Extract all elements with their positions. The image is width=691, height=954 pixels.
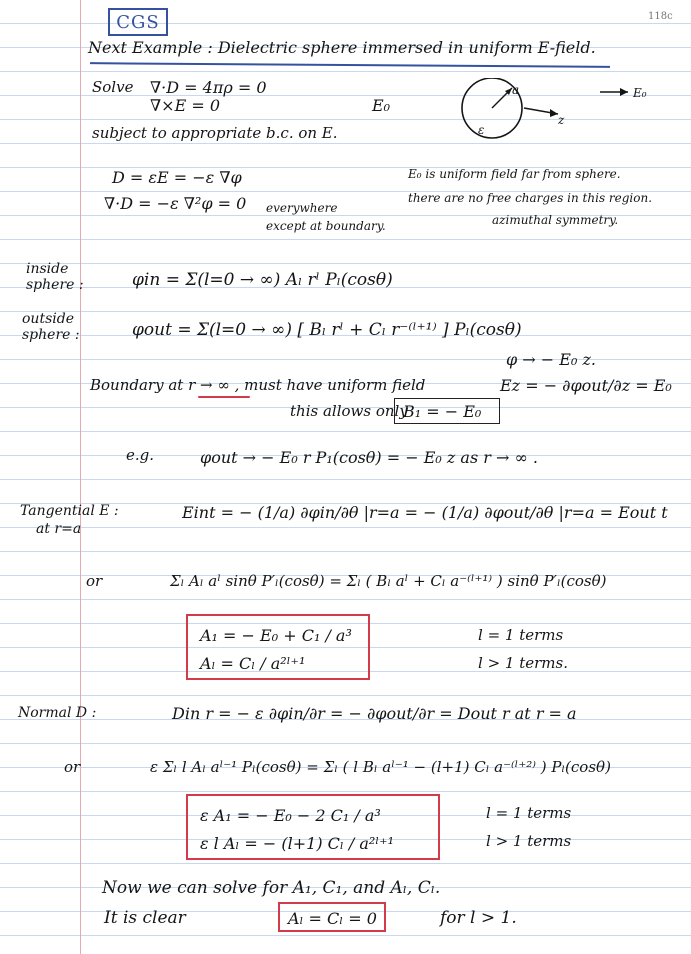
inside-label-2: sphere : (26, 277, 84, 293)
normal-sum-equation: ε Σₗ l Aₗ aˡ⁻¹ Pₗ(cosθ) = Σₗ ( l Bₗ aˡ⁻¹ − (l+1) Cₗ a⁻⁽ˡ⁺²⁾ ) Pₗ(cosθ) (150, 758, 611, 776)
z-axis-label: z (558, 113, 565, 127)
epsilon-a1-equation: ε A₁ = − E₀ − 2 C₁ / a³ (200, 806, 381, 825)
tangential-label-2: at r=a (36, 521, 82, 537)
l-gt-1-terms-label: l > 1 terms. (478, 654, 568, 672)
normal-or: or (64, 758, 81, 776)
epsilon-l-al-equation: ε l Aₗ = − (l+1) Cₗ / a²ˡ⁺¹ (200, 834, 395, 853)
curl-equation: ∇×E = 0 (150, 96, 221, 115)
normal-l1-terms-label: l = 1 terms (486, 804, 572, 822)
allows-text: this allows only (290, 402, 408, 420)
field-label: E₀ (633, 86, 647, 100)
outside-label: outside (22, 311, 74, 327)
uniform-field-note: E₀ is uniform field far from sphere. (408, 167, 621, 181)
phi-out-equation: φout = Σ(l=0 → ∞) [ Bₗ rˡ + Cₗ r⁻⁽ˡ⁺¹⁾ ] Pₗ(cosθ) (132, 320, 522, 340)
page-title: Next Example : Dielectric sphere immersed in uniform E-field. (88, 38, 596, 57)
divergence-equation: ∇·D = 4πρ = 0 (150, 78, 267, 97)
e0-label: E₀ (372, 96, 391, 115)
azimuthal-note: azimuthal symmetry. (492, 213, 619, 227)
solve-label: Solve (92, 78, 134, 96)
notebook-margin-line (80, 0, 81, 954)
free-charge-note: there are no free charges in this region. (408, 191, 653, 205)
tangential-equation: Eint = − (1/a) ∂φin/∂θ |r=a = − (1/a) ∂φout/∂θ |r=a = Eout t (182, 503, 668, 522)
al-equation: Aₗ = Cₗ / a²ˡ⁺¹ (200, 654, 306, 673)
cgs-badge: CGS (108, 8, 168, 36)
conclusion-line-1: Now we can solve for A₁, C₁, and Aₗ, Cₗ. (102, 878, 441, 898)
conclusion-box (278, 902, 386, 932)
tangential-or: or (86, 572, 103, 590)
everywhere-note: everywhere (266, 201, 338, 215)
tangential-sum-equation: Σₗ Aₗ aˡ sinθ P′ₗ(cosθ) = Σₗ ( Bₗ aˡ + Cₗ a⁻⁽ˡ⁺¹⁾ ) sinθ P′ₗ(cosθ) (170, 572, 607, 590)
inside-label: inside (26, 261, 69, 277)
conclusion-box-equation: Aₗ = Cₗ = 0 (288, 909, 377, 928)
radius-label: a (512, 83, 520, 97)
eg-equation: φout → − E₀ r P₁(cosθ) = − E₀ z as r → ∞ . (200, 448, 538, 467)
boundary-statement: Boundary at r → ∞ , must have uniform field (90, 376, 426, 394)
boundary-condition-note: subject to appropriate b.c. on E. (92, 124, 338, 142)
ez-equation: Ez = − ∂φout/∂z = E₀ (500, 376, 672, 395)
a1-equation: A₁ = − E₀ + C₁ / a³ (200, 626, 352, 645)
normal-l-gt-1-terms-label: l > 1 terms (486, 832, 572, 850)
l1-terms-label: l = 1 terms (478, 626, 564, 644)
outside-label-2: sphere : (22, 327, 80, 343)
normal-label: Normal D : (18, 705, 97, 721)
tangential-result-box (186, 614, 370, 680)
conclusion-line-2b: for l > 1. (440, 908, 517, 928)
r-infinity-underline (198, 396, 250, 398)
title-underline (90, 62, 610, 68)
b1-equation: B₁ = − E₀ (403, 402, 482, 421)
laplace-equation: ∇·D = −ε ∇²φ = 0 (104, 194, 247, 213)
eg-label: e.g. (126, 446, 155, 464)
conclusion-line-2a: It is clear (104, 908, 186, 928)
b1-box (394, 398, 500, 424)
epsilon-label: ε (478, 123, 485, 137)
normal-equation: Din r = − ε ∂φin/∂r = − ∂φout/∂r = Dout r at r = a (172, 704, 577, 723)
except-note: except at boundary. (266, 219, 386, 233)
field-arrowhead (620, 88, 628, 96)
tangential-label: Tangential E : (20, 503, 119, 519)
phi-limit-equation: φ → − E₀ z. (506, 350, 596, 369)
normal-result-box (186, 794, 440, 860)
d-field-equation: D = εE = −ε ∇φ (112, 168, 242, 187)
page-number: 118c (648, 11, 673, 22)
phi-in-equation: φin = Σ(l=0 → ∞) Aₗ rˡ Pₗ(cosθ) (132, 270, 393, 290)
z-axis-arrowhead (550, 109, 558, 117)
